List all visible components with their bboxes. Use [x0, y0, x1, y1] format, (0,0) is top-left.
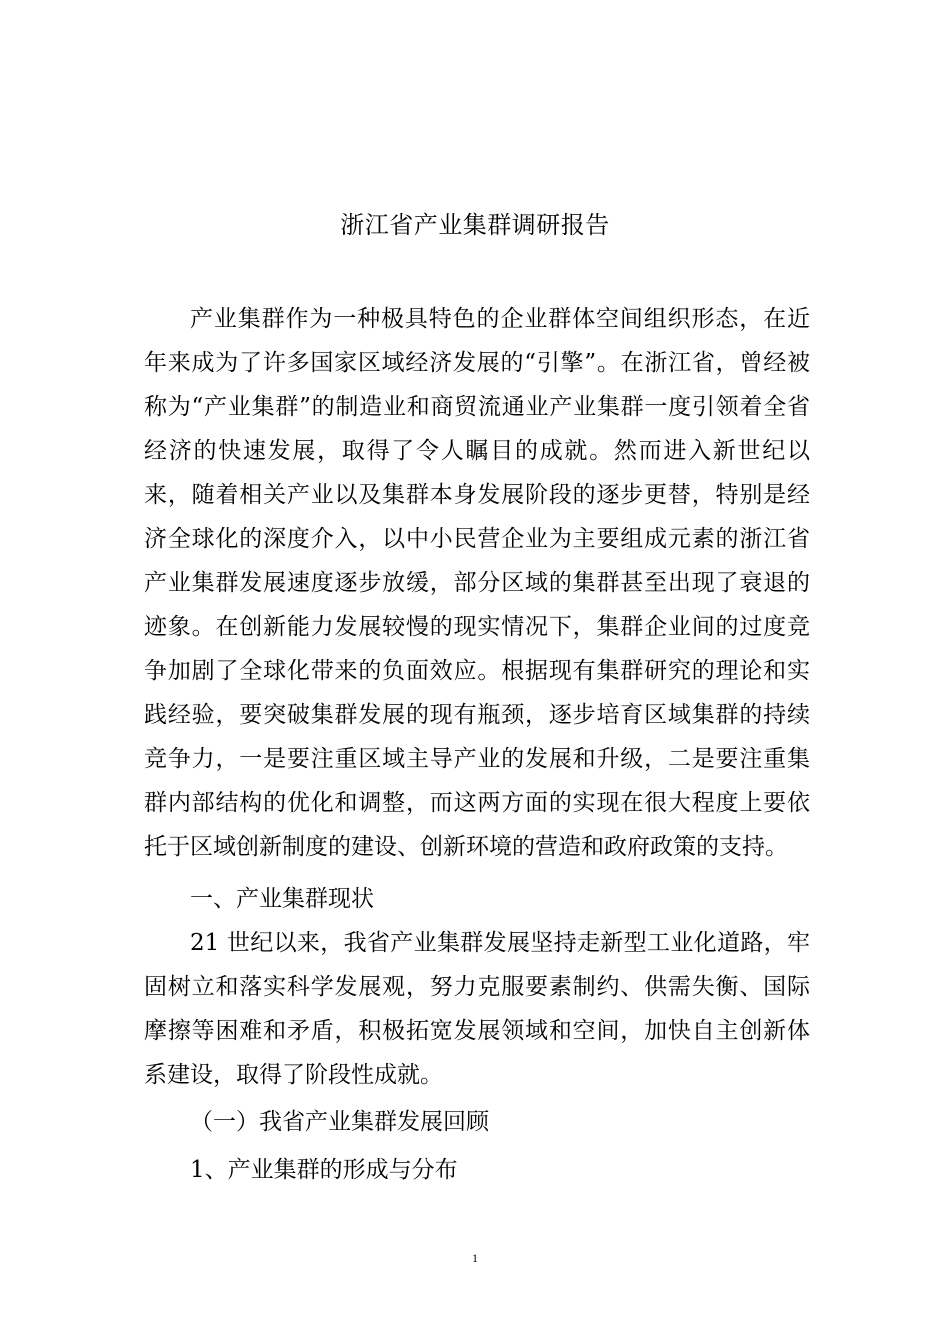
intro-paragraph: 产业集群作为一种极具特色的企业群体空间组织形态，在近年来成为了许多国家区域经济发展的“引擎”。在浙江省，曾经被称为“产业集群”的制造业和商贸流通业产业集群一度引领着全省经济的快速发展，取得了令人瞩目的成就。然而进入新世纪以来，随着相关产业以及集群本身发展阶段的逐步更替，特别是经济全球化的深度介入，以中小民营企业为主要组成元素的浙江省产业集群发展速度逐步放缓，部分区域的集群甚至出现了衰退的迹象。在创新能力发展较慢的现实情况下，集群企业间的过度竞争加剧了全球化带来的负面效应。根据现有集群研究的理论和实践经验，要突破集群发展的现有瓶颈，逐步培育区域集群的持续竞争力，一是要注重区域主导产业的发展和升级，二是要注重集群内部结构的优化和调整，而这两方面的实现在很大程度上要依托于区域创新制度的建设、创新环境的营造和政府政策的支持。: [144, 306, 810, 860]
section-heading-status: 一、产业集群现状: [190, 886, 374, 912]
page-number: 1: [472, 1251, 478, 1265]
subsection-heading-review: （一）我省产业集群发展回顾: [190, 1109, 489, 1135]
status-paragraph: 21 世纪以来，我省产业集群发展坚持走新型工业化道路，牢固树立和落实科学发展观，努力克服要素制约、供需失衡、国际摩擦等困难和矛盾，积极拓宽发展领域和空间，加快自主创新体系建设，取得了阶段性成就。: [144, 930, 810, 1088]
subsubsection-heading-formation: 1、产业集群的形成与分布: [190, 1157, 458, 1183]
document-title: 浙江省产业集群调研报告: [340, 211, 610, 239]
